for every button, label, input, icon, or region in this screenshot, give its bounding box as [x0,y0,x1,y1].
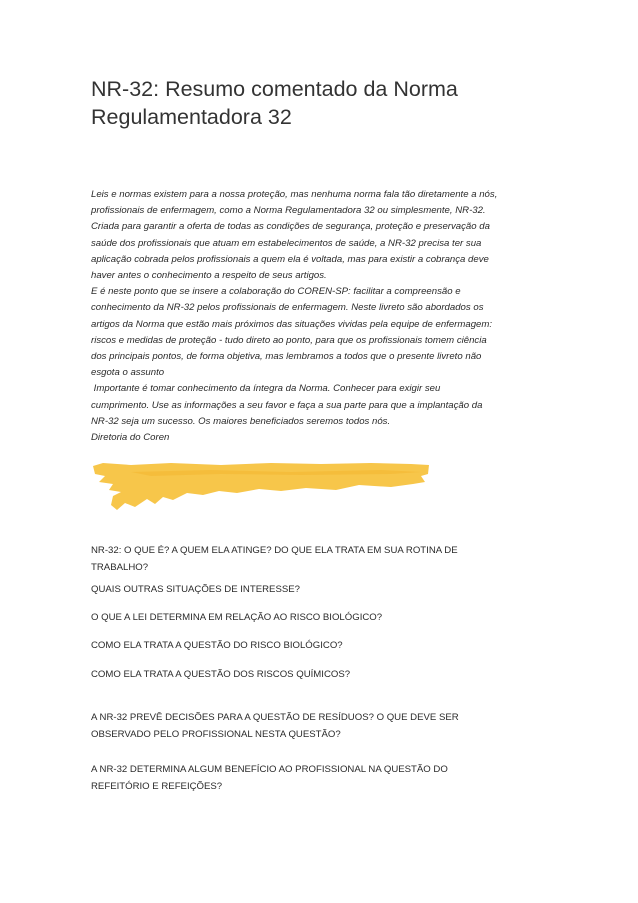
question-line: OBSERVADO PELO PROFISSIONAL NESTA QUESTÃO? [91,728,341,740]
question-item [91,638,531,655]
question-line: COMO ELA TRATA A QUESTÃO DOS RISCOS QUÍMICOS? [91,669,351,680]
intro-line: Importante é tomar conhecimento da íntegra da Norma. Conhecer para exigir seu [91,383,441,395]
question-line: NR-32: O QUE É? A QUEM ELA ATINGE? DO QUE ELA TRATA EM SUA ROTINA DE [91,545,458,556]
question-item [91,610,531,627]
intro-line: saúde dos profissionais que atuam em estabelecimentos de saúde, a NR-32 precisa ter sua [91,237,482,249]
yellow-brush-stroke-graphic [91,460,431,512]
question-item [91,543,531,576]
intro-line: esgota o assunto [91,367,165,379]
intro-line: conhecimento da NR-32 pelos profissionais de enfermagem. Neste livreto são abordados os [91,302,484,314]
question-line: TRABALHO? [91,561,149,573]
intro-line: riscos e medidas de proteção - tudo direto ao ponto, para que os profissionais tomem ciência [91,334,487,346]
intro-line: aplicação cobrada pelos profissionais a quem ela é voltada, mas para existir a cobrança deve [91,253,489,265]
signature-text: Diretoria do Coren [91,432,170,444]
intro-line: NR-32 seja um sucesso. Os maiores beneficiados seremos todos nós. [91,415,391,427]
question-line: A NR-32 PREVÊ DECISÕES PARA A QUESTÃO DE RESÍDUOS? O QUE DEVE SER [91,712,459,723]
intro-line: artigos da Norma que estão mais próximos das situações vividas pela equipe de enfermagem: [91,318,493,330]
intro-line: profissionais de enfermagem, como a Norma Regulamentadora 32 ou simplesmente, NR-32. [91,205,486,217]
page-title [91,75,551,131]
question-line: REFEITÓRIO E REFEIÇÕES? [91,780,223,792]
intro-line: cumprimento. Use as informações a seu favor e faça a sua parte para que a implantação da [91,399,483,411]
intro-line: E é neste ponto que se insere a colaboração do COREN-SP: facilitar a compreensão e [91,286,461,298]
question-line: COMO ELA TRATA A QUESTÃO DO RISCO BIOLÓGICO? [91,640,343,651]
intro-line: Criada para garantir a oferta de todas as condições de segurança, proteção e preservação da [91,221,490,233]
title-line: NR-32: Resumo comentado da Norma [91,77,458,101]
question-line: A NR-32 DETERMINA ALGUM BENEFÍCIO AO PROFISSIONAL NA QUESTÃO DO [91,764,448,775]
intro-paragraph [91,187,561,446]
question-item [91,667,531,684]
question-item [91,762,531,795]
intro-line: haver antes o conhecimento a respeito de seus artigos. [91,270,327,282]
question-line: QUAIS OUTRAS SITUAÇÕES DE INTERESSE? [91,584,300,595]
brush-stroke-shape [93,463,429,510]
question-line: O QUE A LEI DETERMINA EM RELAÇÃO AO RISCO BIOLÓGICO? [91,612,383,623]
question-item [91,710,531,743]
intro-line: dos principais pontos, de forma objetiva, mas lembramos a todos que o presente livreto não [91,351,482,363]
intro-line: Leis e normas existem para a nossa proteção, mas nenhuma norma fala tão diretamente a nós, [91,189,498,200]
title-line: Regulamentadora 32 [91,105,292,129]
question-item [91,582,531,599]
